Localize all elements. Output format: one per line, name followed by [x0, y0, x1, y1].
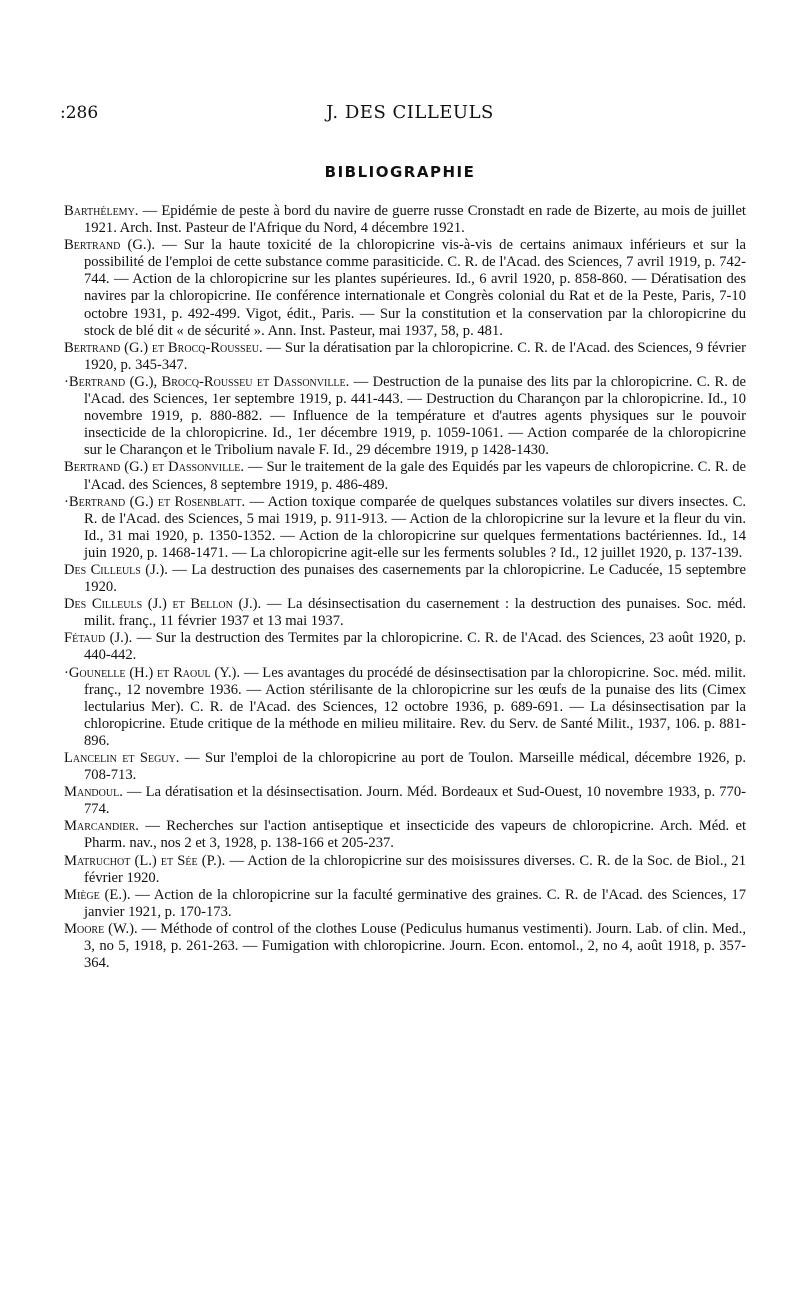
bibliography-entry	[64, 887, 746, 921]
entry-author: Mandoul.	[64, 784, 123, 801]
entry-author: Bertrand (G.).	[64, 237, 156, 254]
entry-text: — Sur la dératisation par la chloropicrine. C. R. de l'Acad. des Sciences, 9 février 1920, p. 345-347.	[84, 339, 746, 373]
entry-author: Marcandier.	[64, 818, 139, 835]
bibliography-entry	[64, 921, 746, 972]
entry-author: ·Bertrand (G.) et Rosenblatt.	[64, 493, 246, 510]
entry-author: Des Cilleuls (J.).	[64, 561, 168, 578]
entry-text: — La désinsectisation du casernement : la destruction des punaises. Soc. méd. milit. franç., 11 février 1937 et 13 mai 1937.	[84, 596, 746, 630]
entry-author: Barthélemy.	[64, 203, 139, 219]
bibliography-entry	[64, 459, 746, 493]
entry-author: Fétaud (J.).	[64, 630, 133, 647]
bibliography-entry	[64, 665, 746, 750]
entry-text: — Sur la destruction des Termites par la chloropicrine. C. R. de l'Acad. des Sciences, 23 août 1920, p. 440-442.	[84, 630, 746, 664]
page-header	[60, 103, 760, 129]
entry-text: — Sur la haute toxicité de la chloropicrine vis-à-vis de certains animaux inférieurs et sur la possibilité de l'emploi de cette substance comme parasiticide. C. R. de l'Acad. des Sciences, 7 avril 1919, p. 742-744. — Action de la chloropicrine sur les plantes supérieures. Id., 6 avril 1920, p. 858-860. — Dératisation des navires par la chloropicrine. IIe conférence internationale et Congrès colonial du Rat et de la Peste, Paris, 7-10 octobre 1931, p. 492-499. Vigot, édit., Paris. — Sur la constitution et la conservation par la chloropicrine du stock de blé dit « de sécurité ». Ann. Inst. Pasteur, mai 1937, 58, p. 481.	[84, 237, 746, 339]
entry-text: — Sur l'emploi de la chloropicrine au port de Toulon. Marseille médical, décembre 1926, p. 708-713.	[84, 750, 746, 784]
bibliography-entry	[64, 784, 746, 818]
entry-text: — La dératisation et la désinsectisation. Journ. Méd. Bordeaux et Sud-Ouest, 10 novembre 1933, p. 770-774.	[84, 784, 746, 818]
bibliography-entry	[64, 237, 746, 340]
entry-text: — Action de la chloropicrine sur des moisissures diverses. C. R. de la Soc. de Biol., 21 février 1920.	[84, 852, 746, 886]
entry-text: — Sur le traitement de la gale des Equidés par les vapeurs de chloropicrine. C. R. de l'Acad. des Sciences, 8 septembre 1919, p. 486-489.	[84, 459, 747, 493]
entry-author: ·Gounelle (H.) et Raoul (Y.).	[64, 664, 241, 681]
entry-text: — Les avantages du procédé de désinsectisation par la chloropicrine. Soc. méd. milit. franç., 12 novembre 1936. — Action stérilisante de la chloropicrine sur les œufs de la punaise des lits (Cimex lectularius Mer). C. R. de l'Acad. des Sciences, 12 octobre 1936, p. 689-691. — La désinsectisation par la chloropicrine. Etude critique de la méthode en milieu militaire. Rev. du Serv. de Santé Milit., 1937, 106. p. 881-896.	[84, 664, 746, 749]
entry-author: ·Bertrand (G.), Brocq-Rousseu et Dassonville.	[64, 373, 350, 390]
bibliography-entry	[64, 750, 746, 784]
entry-author: Lancelin et Seguy.	[64, 750, 180, 766]
bibliography-entry	[64, 596, 746, 630]
bibliography-entry	[64, 818, 746, 852]
bibliography-entry	[64, 562, 746, 596]
entry-author: Matruchot (L.) et Sée (P.).	[64, 852, 226, 869]
page-number: :286	[60, 103, 99, 123]
running-title: J. DES CILLEULS	[326, 102, 494, 123]
entry-author: Des Cilleuls (J.) et Bellon (J.).	[64, 596, 262, 613]
entry-author: Miège (E.).	[64, 886, 131, 903]
entry-text: — Destruction de la punaise des lits par la chloropicrine. C. R. de l'Acad. des Sciences, 1er septembre 1919, p. 441-443. — Destruction du Charançon par la chloropicrine. Id., 10 novembre 1919, p. 880-882. — Influence de la température et d'autres agents physiques sur le pouvoir insecticide de la chloropicrine. Id., 1er décembre 1919, p. 1059-1061. — Action comparée de la chloropicrine sur le Charançon et le Tribolium navale F. Id., 29 décembre 1919, p 1428-1430.	[84, 373, 746, 459]
entry-text: — Action toxique comparée de quelques substances volatiles sur divers insectes. C. R. de l'Acad. des Sciences, 5 mai 1919, p. 911-913. — Action de la chloropicrine sur la levure et la fleur du vin. Id., 31 mai 1920, p. 1350-1352. — Action de la chloropicrine sur quelques fermentations bactériennes. Id., 14 juin 1920, p. 1468-1471. — La chloropicrine agit-elle sur les ferments solubles ? Id., 12 juillet 1920, p. 137-139.	[84, 493, 746, 561]
entry-text: — La destruction des punaises des casernements par la chloropicrine. Le Caducée, 15 septembre 1920.	[84, 561, 746, 596]
bibliography-list	[64, 203, 746, 972]
bibliography-entry	[64, 494, 746, 562]
entry-text: — Méthode of control of the clothes Louse (Pediculus humanus vestimenti). Journ. Lab. of clin. Med., 3, no 5, 1918, p. 261-263. — Fumigation with chloropicrine. Journ. Econ. entomol., 2, no 4, août 1918, p. 357-364.	[84, 920, 747, 972]
bibliography-entry	[64, 630, 746, 664]
section-title: BIBLIOGRAPHIE	[324, 163, 476, 181]
entry-author: Bertrand (G.) et Brocq-Rousseu.	[64, 339, 263, 356]
bibliography-entry	[64, 374, 746, 459]
entry-author: Bertrand (G.) et Dassonville.	[64, 459, 245, 476]
bibliography-entry	[64, 340, 746, 374]
entry-author: Moore (W.).	[64, 920, 138, 937]
entry-text: — Epidémie de peste à bord du navire de guerre russe Cronstadt en rade de Bizerte, au mois de juillet 1921. Arch. Inst. Pasteur de l'Afrique du Nord, 4 décembre 1921.	[84, 203, 746, 237]
bibliography-entry	[64, 853, 746, 887]
bibliography-entry	[64, 203, 746, 237]
entry-text: — Action de la chloropicrine sur la faculté germinative des graines. C. R. de l'Acad. des Sciences, 17 janvier 1921, p. 170-173.	[84, 886, 746, 920]
entry-text: — Recherches sur l'action antiseptique et insecticide des vapeurs de chloropicrine. Arch. Méd. et Pharm. nav., nos 2 et 3, 1928, p. 138-166 et 205-237.	[84, 818, 746, 852]
